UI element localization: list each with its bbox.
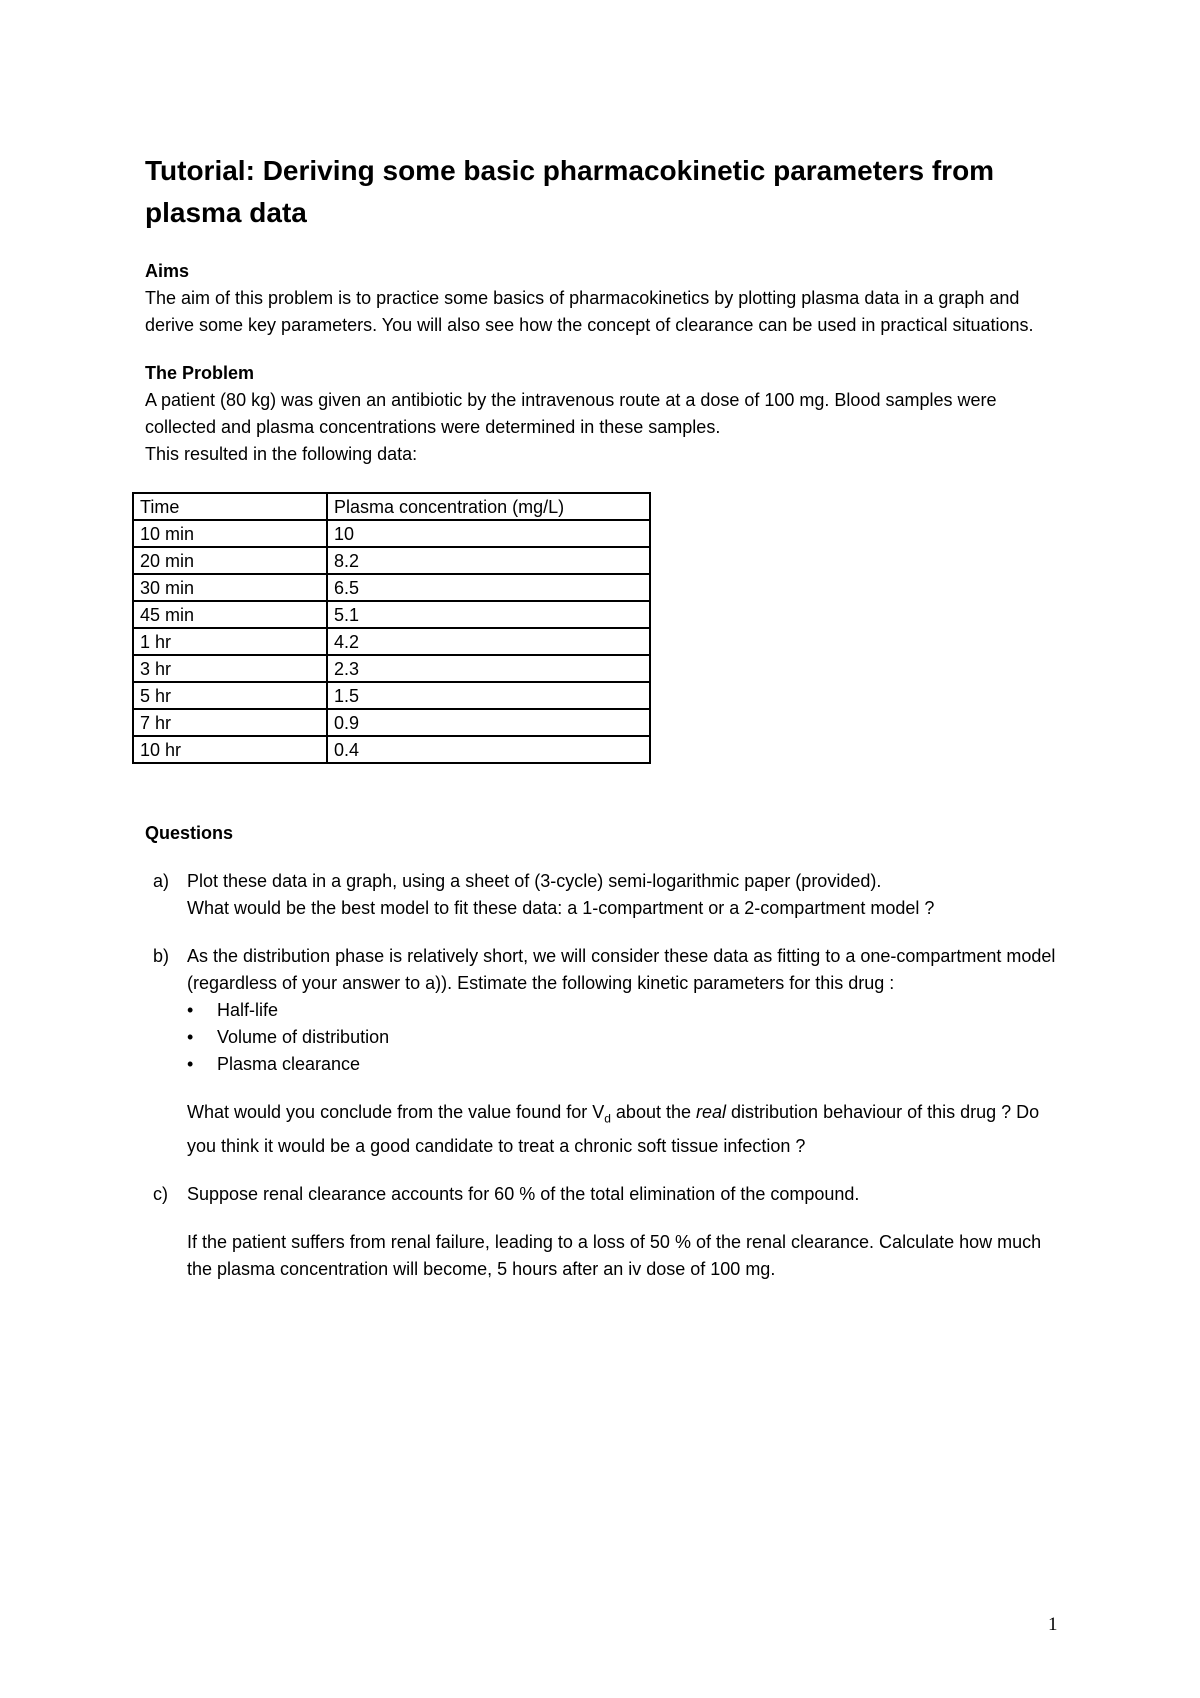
time-cell: 3 hr	[133, 655, 327, 682]
table-row	[133, 682, 650, 709]
time-cell: 5 hr	[133, 682, 327, 709]
page-number: 1	[1048, 1614, 1058, 1635]
bullet-icon: •	[187, 1027, 194, 1047]
time-cell: 20 min	[133, 547, 327, 574]
time-cell: 1 hr	[133, 628, 327, 655]
question-b-followup	[187, 1099, 1065, 1160]
question-label-c: c)	[153, 1183, 168, 1204]
question-label-b: b)	[153, 946, 170, 966]
list-item	[187, 1024, 1065, 1051]
aims-text: The aim of this problem is to practice some basics of pharmacokinetics by plotting plasma data in a graph and derive some key parameters. You will also see how the concept of clearance can be used in practical situations.	[145, 288, 1034, 335]
vd-subscript: d	[604, 1111, 611, 1126]
question-a-line-2: What would be the best model to fit these data: a 1-compartment or a 2-compartment model ?	[187, 898, 935, 918]
table-row	[133, 574, 650, 601]
header-concentration: Plasma concentration (mg/L)	[327, 493, 650, 520]
concentration-cell: 0.9	[327, 709, 650, 736]
problem-text: A patient (80 kg) was given an antibiotic by the intravenous route at a dose of 100 mg. Blood samples were collected and plasma concentrations were determined in these samples.	[145, 390, 997, 437]
concentration-cell: 1.5	[327, 682, 650, 709]
table-row	[133, 547, 650, 574]
followup-mid: about the	[610, 1102, 696, 1122]
questions-heading: Questions	[145, 823, 234, 843]
concentration-cell: 10	[327, 520, 650, 547]
plasma-data-table	[132, 492, 651, 764]
question-a	[145, 868, 1065, 922]
list-item	[187, 997, 1065, 1024]
question-label-a: a)	[153, 871, 170, 891]
question-a-line-1: Plot these data in a graph, using a sheet of (3-cycle) semi-logarithmic paper (provided).	[187, 871, 882, 891]
list-item-label: Plasma clearance	[217, 1054, 361, 1074]
bullet-icon: •	[187, 1054, 194, 1074]
question-c-text-1: Suppose renal clearance accounts for 60 % of the total elimination of the compound.	[187, 1183, 860, 1204]
list-item-label: Half-life	[217, 1000, 279, 1020]
page-title: Tutorial: Deriving some basic pharmacokinetic parameters from plasma data	[145, 155, 995, 228]
table-row	[133, 709, 650, 736]
table-row	[133, 628, 650, 655]
time-cell: 7 hr	[133, 709, 327, 736]
list-item-label: Volume of distribution	[217, 1027, 390, 1047]
question-b	[145, 943, 1065, 1160]
time-cell: 45 min	[133, 601, 327, 628]
list-item	[187, 1051, 1065, 1078]
table-row	[133, 520, 650, 547]
table-row	[133, 736, 650, 763]
parameter-list	[187, 997, 1065, 1078]
concentration-cell: 4.2	[327, 628, 650, 655]
followup-pre: What would you conclude from the value found for V	[187, 1102, 605, 1122]
header-time: Time	[133, 493, 327, 520]
concentration-cell: 8.2	[327, 547, 650, 574]
concentration-cell: 2.3	[327, 655, 650, 682]
question-c	[145, 1181, 1065, 1283]
table-row	[133, 655, 650, 682]
concentration-cell: 5.1	[327, 601, 650, 628]
time-cell: 10 hr	[133, 736, 327, 763]
time-cell: 10 min	[133, 520, 327, 547]
concentration-cell: 0.4	[327, 736, 650, 763]
document-page	[140, 150, 1065, 1283]
followup-post: distribution behaviour of this drug ? Do you think it would be a good candidate to treat a chronic soft tissue infection ?	[187, 1102, 1040, 1156]
time-cell: 30 min	[133, 574, 327, 601]
followup-emphasis: real	[696, 1102, 727, 1122]
problem-text-2: This resulted in the following data:	[145, 444, 418, 464]
table-header-row	[133, 493, 650, 520]
problem-heading: The Problem	[145, 363, 255, 383]
question-b-text: As the distribution phase is relatively short, we will consider these data as fitting to a one-compartment model (regardless of your answer to a)). Estimate the following kinetic parameters for this drug :	[187, 946, 1056, 993]
question-c-text-2: If the patient suffers from renal failure, leading to a loss of 50 % of the renal clearance. Calculate how much the plasma concentration will become, 5 hours after an iv dose of 100 mg.	[187, 1231, 1042, 1279]
table-row	[133, 601, 650, 628]
aims-heading: Aims	[145, 261, 190, 281]
bullet-icon: •	[187, 1000, 194, 1020]
concentration-cell: 6.5	[327, 574, 650, 601]
